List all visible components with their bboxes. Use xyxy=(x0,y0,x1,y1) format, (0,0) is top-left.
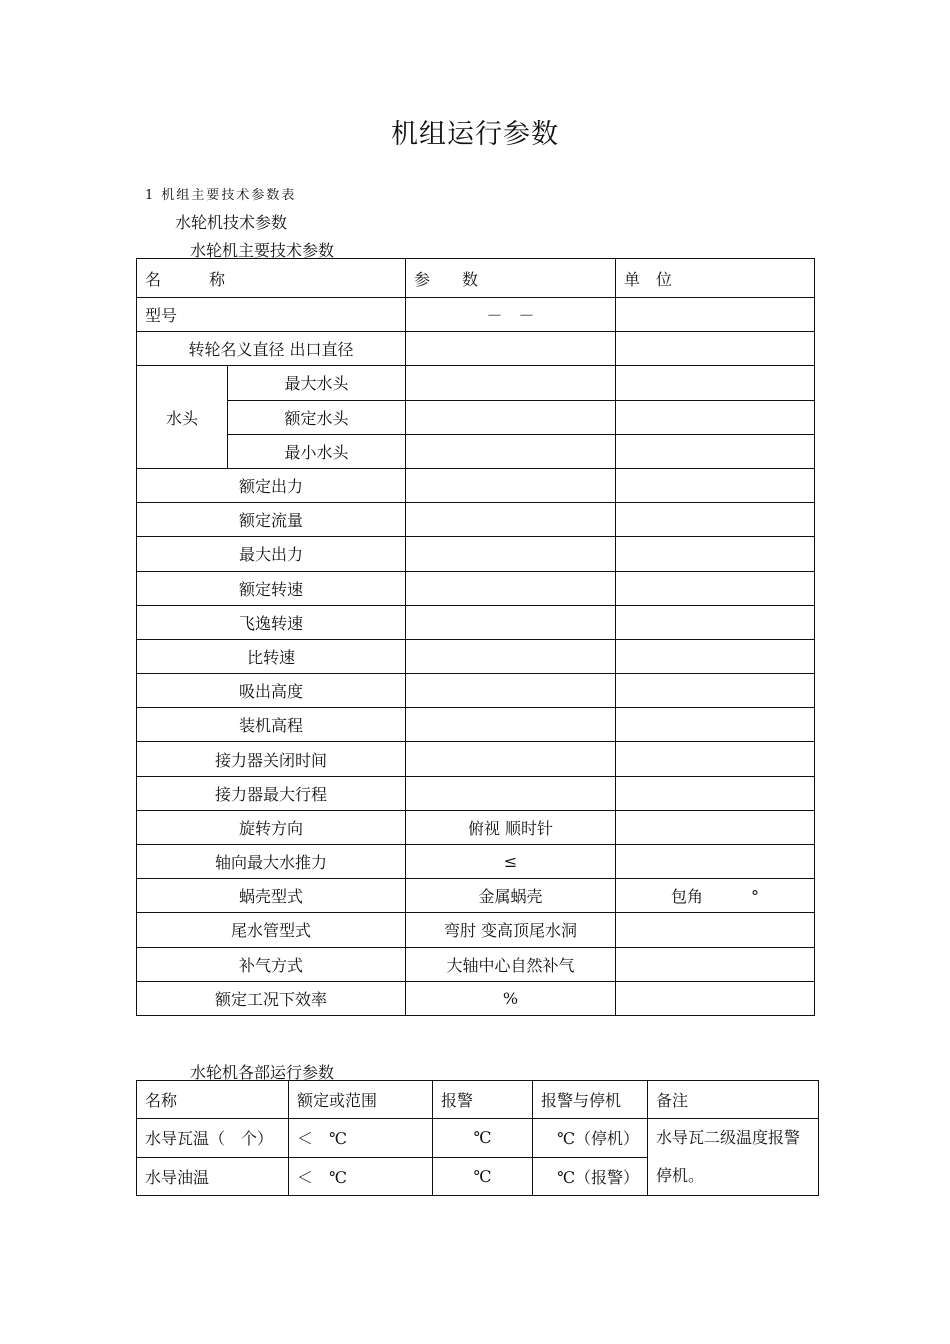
table-row xyxy=(137,537,815,571)
table-row xyxy=(137,366,815,400)
row-unit xyxy=(616,639,815,673)
header-name: 名 称 xyxy=(137,259,406,298)
row-name: 水导瓦温（ 个） xyxy=(137,1119,289,1158)
head-group-label: 水头 xyxy=(137,366,228,469)
table-row xyxy=(137,1119,819,1158)
turbine-main-parameters-table xyxy=(136,258,815,1016)
row-name: 轴向最大水推力 xyxy=(137,845,406,879)
table-row xyxy=(137,674,815,708)
row-range: ＜ ℃ xyxy=(289,1157,433,1196)
table-row xyxy=(137,879,815,913)
row-name: 吸出高度 xyxy=(137,674,406,708)
row-name: 蜗壳型式 xyxy=(137,879,406,913)
row-unit xyxy=(616,298,815,332)
remarks-line: 停机。 xyxy=(656,1166,705,1185)
row-unit xyxy=(616,468,815,502)
row-name: 接力器最大行程 xyxy=(137,776,406,810)
header-cell: 备注 xyxy=(648,1081,819,1119)
header-unit: 单 位 xyxy=(616,259,815,298)
table-row xyxy=(137,845,815,879)
row-unit xyxy=(616,742,815,776)
row-unit xyxy=(616,537,815,571)
row-unit xyxy=(616,845,815,879)
table-row xyxy=(137,708,815,742)
row-unit xyxy=(616,332,815,366)
row-name: 最小水头 xyxy=(228,434,406,468)
row-value: % xyxy=(406,981,616,1015)
row-name: 额定工况下效率 xyxy=(137,981,406,1015)
row-name: 转轮名义直径 出口直径 xyxy=(137,332,406,366)
row-trip: ℃（停机） xyxy=(533,1119,648,1158)
row-unit xyxy=(616,913,815,947)
header-cell: 报警 xyxy=(433,1081,533,1119)
row-name: 尾水管型式 xyxy=(137,913,406,947)
row-unit xyxy=(616,503,815,537)
row-value xyxy=(406,503,616,537)
row-name: 最大出力 xyxy=(137,537,406,571)
header-cell: 额定或范围 xyxy=(289,1081,433,1119)
row-unit: 包角 ° xyxy=(616,879,815,913)
row-name: 飞逸转速 xyxy=(137,605,406,639)
header-param: 参 数 xyxy=(406,259,616,298)
row-name: 额定转速 xyxy=(137,571,406,605)
turbine-operating-parameters-table xyxy=(136,1080,819,1196)
row-unit xyxy=(616,810,815,844)
row-value xyxy=(406,332,616,366)
row-unit xyxy=(616,708,815,742)
header-cell: 名称 xyxy=(137,1081,289,1119)
row-value xyxy=(406,639,616,673)
table-header-row xyxy=(137,259,815,298)
row-value xyxy=(406,674,616,708)
table-row xyxy=(137,947,815,981)
row-unit xyxy=(616,981,815,1015)
row-unit xyxy=(616,776,815,810)
row-value xyxy=(406,366,616,400)
row-value: 大轴中心自然补气 xyxy=(406,947,616,981)
table-header-row xyxy=(137,1081,819,1119)
table-row xyxy=(137,571,815,605)
row-value xyxy=(406,742,616,776)
row-name: 补气方式 xyxy=(137,947,406,981)
table-row xyxy=(137,639,815,673)
row-unit xyxy=(616,434,815,468)
table-caption: 水轮机主要技术参数 xyxy=(190,241,335,260)
remarks-cell xyxy=(648,1119,819,1196)
table-row xyxy=(137,605,815,639)
page-title: 机组运行参数 xyxy=(391,119,559,150)
table-caption: 水轮机各部运行参数 xyxy=(190,1063,335,1082)
table-row xyxy=(137,810,815,844)
table-row xyxy=(137,503,815,537)
row-name: 比转速 xyxy=(137,639,406,673)
remarks-line: 水导瓦二级温度报警 xyxy=(656,1128,801,1147)
table-row xyxy=(137,776,815,810)
subsection-heading: 水轮机技术参数 xyxy=(175,213,288,232)
row-name: 接力器关闭时间 xyxy=(137,742,406,776)
row-name: 装机高程 xyxy=(137,708,406,742)
row-unit xyxy=(616,947,815,981)
table-row xyxy=(137,434,815,468)
row-unit xyxy=(616,366,815,400)
row-unit xyxy=(616,674,815,708)
row-unit xyxy=(616,400,815,434)
row-value xyxy=(406,571,616,605)
row-name: 最大水头 xyxy=(228,366,406,400)
row-unit xyxy=(616,571,815,605)
table-row xyxy=(137,332,815,366)
row-trip: ℃（报警） xyxy=(533,1157,648,1196)
row-value xyxy=(406,537,616,571)
row-value: － － xyxy=(406,298,616,332)
row-name: 旋转方向 xyxy=(137,810,406,844)
table-row xyxy=(137,400,815,434)
row-alarm: ℃ xyxy=(433,1157,533,1196)
row-name: 额定出力 xyxy=(137,468,406,502)
table-row xyxy=(137,742,815,776)
row-alarm: ℃ xyxy=(433,1119,533,1158)
row-name: 额定水头 xyxy=(228,400,406,434)
row-value xyxy=(406,434,616,468)
table-row xyxy=(137,468,815,502)
section-heading: 1 机组主要技术参数表 xyxy=(145,188,297,203)
header-cell: 报警与停机 xyxy=(533,1081,648,1119)
row-value xyxy=(406,776,616,810)
row-value xyxy=(406,400,616,434)
row-name: 型号 xyxy=(137,298,406,332)
row-name: 额定流量 xyxy=(137,503,406,537)
table-row xyxy=(137,981,815,1015)
row-name: 水导油温 xyxy=(137,1157,289,1196)
row-value xyxy=(406,468,616,502)
row-range: ＜ ℃ xyxy=(289,1119,433,1158)
row-value xyxy=(406,708,616,742)
row-value xyxy=(406,605,616,639)
row-unit xyxy=(616,605,815,639)
row-value: 弯肘 变高顶尾水洞 xyxy=(406,913,616,947)
row-value: 俯视 顺时针 xyxy=(406,810,616,844)
table-row xyxy=(137,298,815,332)
table-row xyxy=(137,913,815,947)
row-value: 金属蜗壳 xyxy=(406,879,616,913)
row-value: ≤ xyxy=(406,845,616,879)
